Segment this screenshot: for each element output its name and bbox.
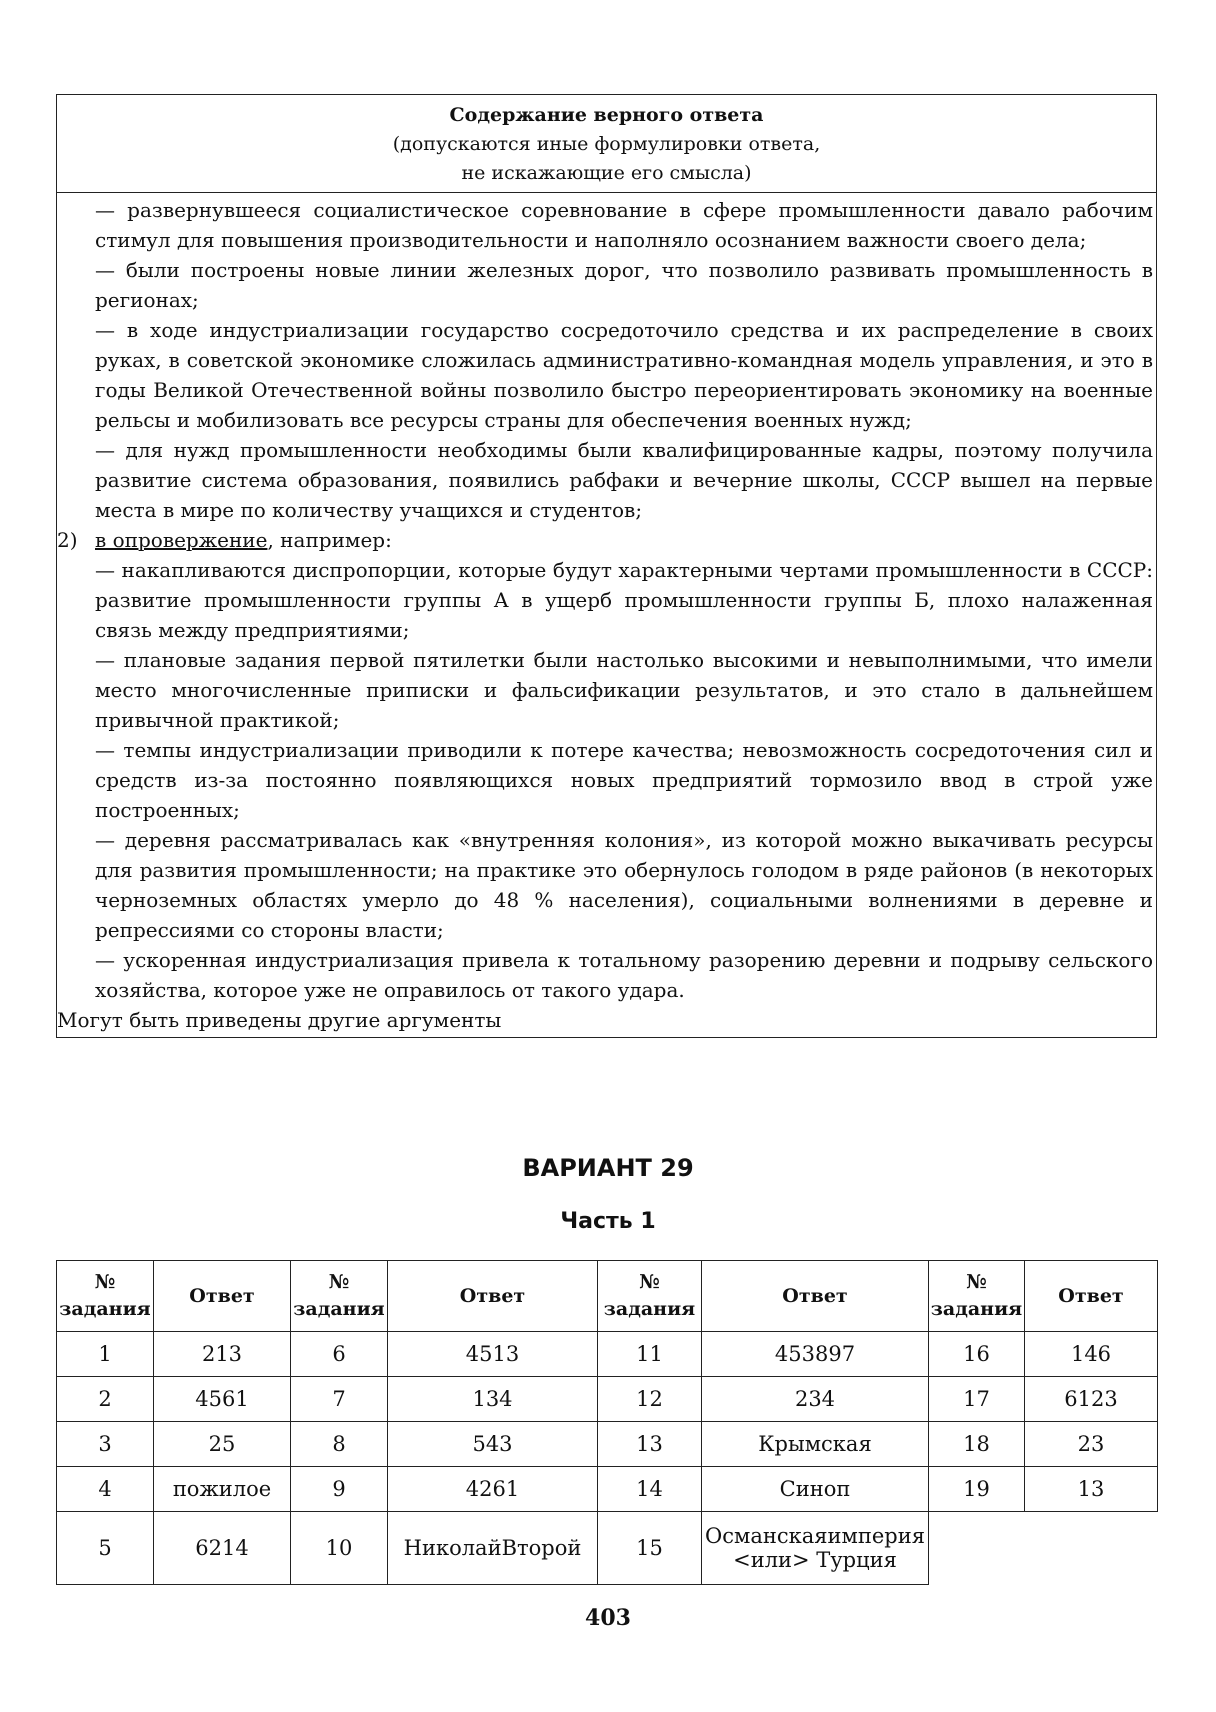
empty-cell <box>929 1512 1025 1585</box>
task-number: 16 <box>929 1332 1025 1377</box>
task-number: 3 <box>57 1422 154 1467</box>
task-number: 17 <box>929 1377 1025 1422</box>
task-number: 15 <box>598 1512 702 1585</box>
argument-for: — в ходе индустриализации государство сосредоточило средства и их распределение в своих руках, в советской экономике сложилась административно-командная модель управления, и это в годы Великой Отечественной войны позволило быстро переориентировать экономику на военные рельсы и мобилизовать все ресурсы страны для обеспечения военных нужд; <box>95 318 1153 432</box>
answer-box-subtitle-2: не искажающие его смысла) <box>461 162 752 184</box>
answer-content-box <box>56 94 1157 1038</box>
task-answer: 23 <box>1025 1422 1158 1467</box>
task-number: 14 <box>598 1467 702 1512</box>
argument-against: — деревня рассматривалась как «внутренняя колония», из которой можно выкачивать ресурсы для развития промышленности; на практике это обернулось голодом в ряде районов (в некоторых черноземных областях умерло до 48 % населения), социальными волнениями в деревне и репрессиями со стороны власти; <box>95 828 1153 942</box>
task-answer: 543 <box>388 1422 598 1467</box>
task-number: 9 <box>291 1467 388 1512</box>
task-answer: 234 <box>702 1377 929 1422</box>
task-number: 7 <box>291 1377 388 1422</box>
task-number: 2 <box>57 1377 154 1422</box>
header-task-number: № задания <box>929 1261 1025 1332</box>
argument-for: — были построены новые линии железных дорог, что позволило развивать промышленность в регионах; <box>95 258 1153 312</box>
task-number: 18 <box>929 1422 1025 1467</box>
task-answer: 146 <box>1025 1332 1158 1377</box>
task-number: 5 <box>57 1512 154 1585</box>
task-answer: 4261 <box>388 1467 598 1512</box>
empty-cell <box>1025 1512 1158 1585</box>
task-number: 19 <box>929 1467 1025 1512</box>
task-answer: пожилое <box>154 1467 291 1512</box>
header-task-number: № задания <box>57 1261 154 1332</box>
page-number: 403 <box>585 1605 631 1631</box>
argument-for: — для нужд промышленности необходимы были квалифицированные кадры, поэтому получила развитие система образования, появились рабфаки и вечерние школы, СССР вышел на первые места в мире по количеству учащихся и студентов; <box>95 438 1153 522</box>
task-number: 4 <box>57 1467 154 1512</box>
header-task-number: № задания <box>598 1261 702 1332</box>
task-answer: 134 <box>388 1377 598 1422</box>
answer-box-body <box>57 193 1156 1037</box>
argument-against: — темпы индустриализации приводили к потере качества; невозможность сосредоточения сил и средств из-за постоянно появляющихся новых предприятий тормозило ввод в строй уже построенных; <box>95 738 1153 822</box>
task-answer: 6123 <box>1025 1377 1158 1422</box>
task-number: 8 <box>291 1422 388 1467</box>
item-2-rest: , например: <box>267 528 392 552</box>
header-answer: Ответ <box>154 1261 291 1332</box>
answers-table <box>56 1260 1158 1585</box>
task-number: 12 <box>598 1377 702 1422</box>
header-answer: Ответ <box>388 1261 598 1332</box>
task-answer: Синоп <box>702 1467 929 1512</box>
table-row <box>57 1332 1158 1377</box>
task-answer: 4561 <box>154 1377 291 1422</box>
answer-box-subtitle-1: (допускаются иные формулировки ответа, <box>392 133 821 155</box>
header-task-number: № задания <box>291 1261 388 1332</box>
table-row <box>57 1377 1158 1422</box>
task-number: 1 <box>57 1332 154 1377</box>
header-answer: Ответ <box>702 1261 929 1332</box>
task-answer: 4513 <box>388 1332 598 1377</box>
task-number: 10 <box>291 1512 388 1585</box>
table-row <box>57 1467 1158 1512</box>
table-header-row <box>57 1261 1158 1332</box>
argument-against: — накапливаются диспропорции, которые будут характерными чертами промышленности в СССР: развитие промышленности группы А в ущерб промышленности группы Б, плохо налаженная связь между предприятиями; <box>95 558 1153 642</box>
item-2-number: 2) <box>57 528 78 552</box>
task-answer: Османскаяимперия <или> Турция <box>702 1512 929 1585</box>
answer-box-title: Содержание верного ответа <box>449 104 764 126</box>
table-row <box>57 1512 1158 1585</box>
argument-against: — плановые задания первой пятилетки были настолько высокими и невыполнимыми, что имели место многочисленные приписки и фальсификации результатов, и это стало в дальнейшем привычной практикой; <box>95 648 1153 732</box>
task-number: 13 <box>598 1422 702 1467</box>
closing-note: Могут быть приведены другие аргументы <box>57 1008 502 1032</box>
part-title: Часть 1 <box>560 1209 656 1234</box>
task-answer: Крымская <box>702 1422 929 1467</box>
header-answer: Ответ <box>1025 1261 1158 1332</box>
table-row <box>57 1422 1158 1467</box>
item-2-heading <box>57 525 1153 555</box>
task-number: 11 <box>598 1332 702 1377</box>
task-number: 6 <box>291 1332 388 1377</box>
task-answer: НиколайВторой <box>388 1512 598 1585</box>
item-2-label: в опровержение <box>95 528 268 552</box>
task-answer: 6214 <box>154 1512 291 1585</box>
task-answer: 13 <box>1025 1467 1158 1512</box>
task-answer: 25 <box>154 1422 291 1467</box>
argument-against: — ускоренная индустриализация привела к тотальному разорению деревни и подрыву сельского хозяйства, которое уже не оправилось от такого удара. <box>95 948 1153 1002</box>
variant-title: ВАРИАНТ 29 <box>522 1154 694 1182</box>
task-answer: 453897 <box>702 1332 929 1377</box>
task-answer: 213 <box>154 1332 291 1377</box>
answer-box-header <box>57 95 1156 193</box>
argument-for: — развернувшееся социалистическое соревнование в сфере промышленности давало рабочим стимул для повышения производительности и наполняло осознанием важности своего дела; <box>95 198 1153 252</box>
